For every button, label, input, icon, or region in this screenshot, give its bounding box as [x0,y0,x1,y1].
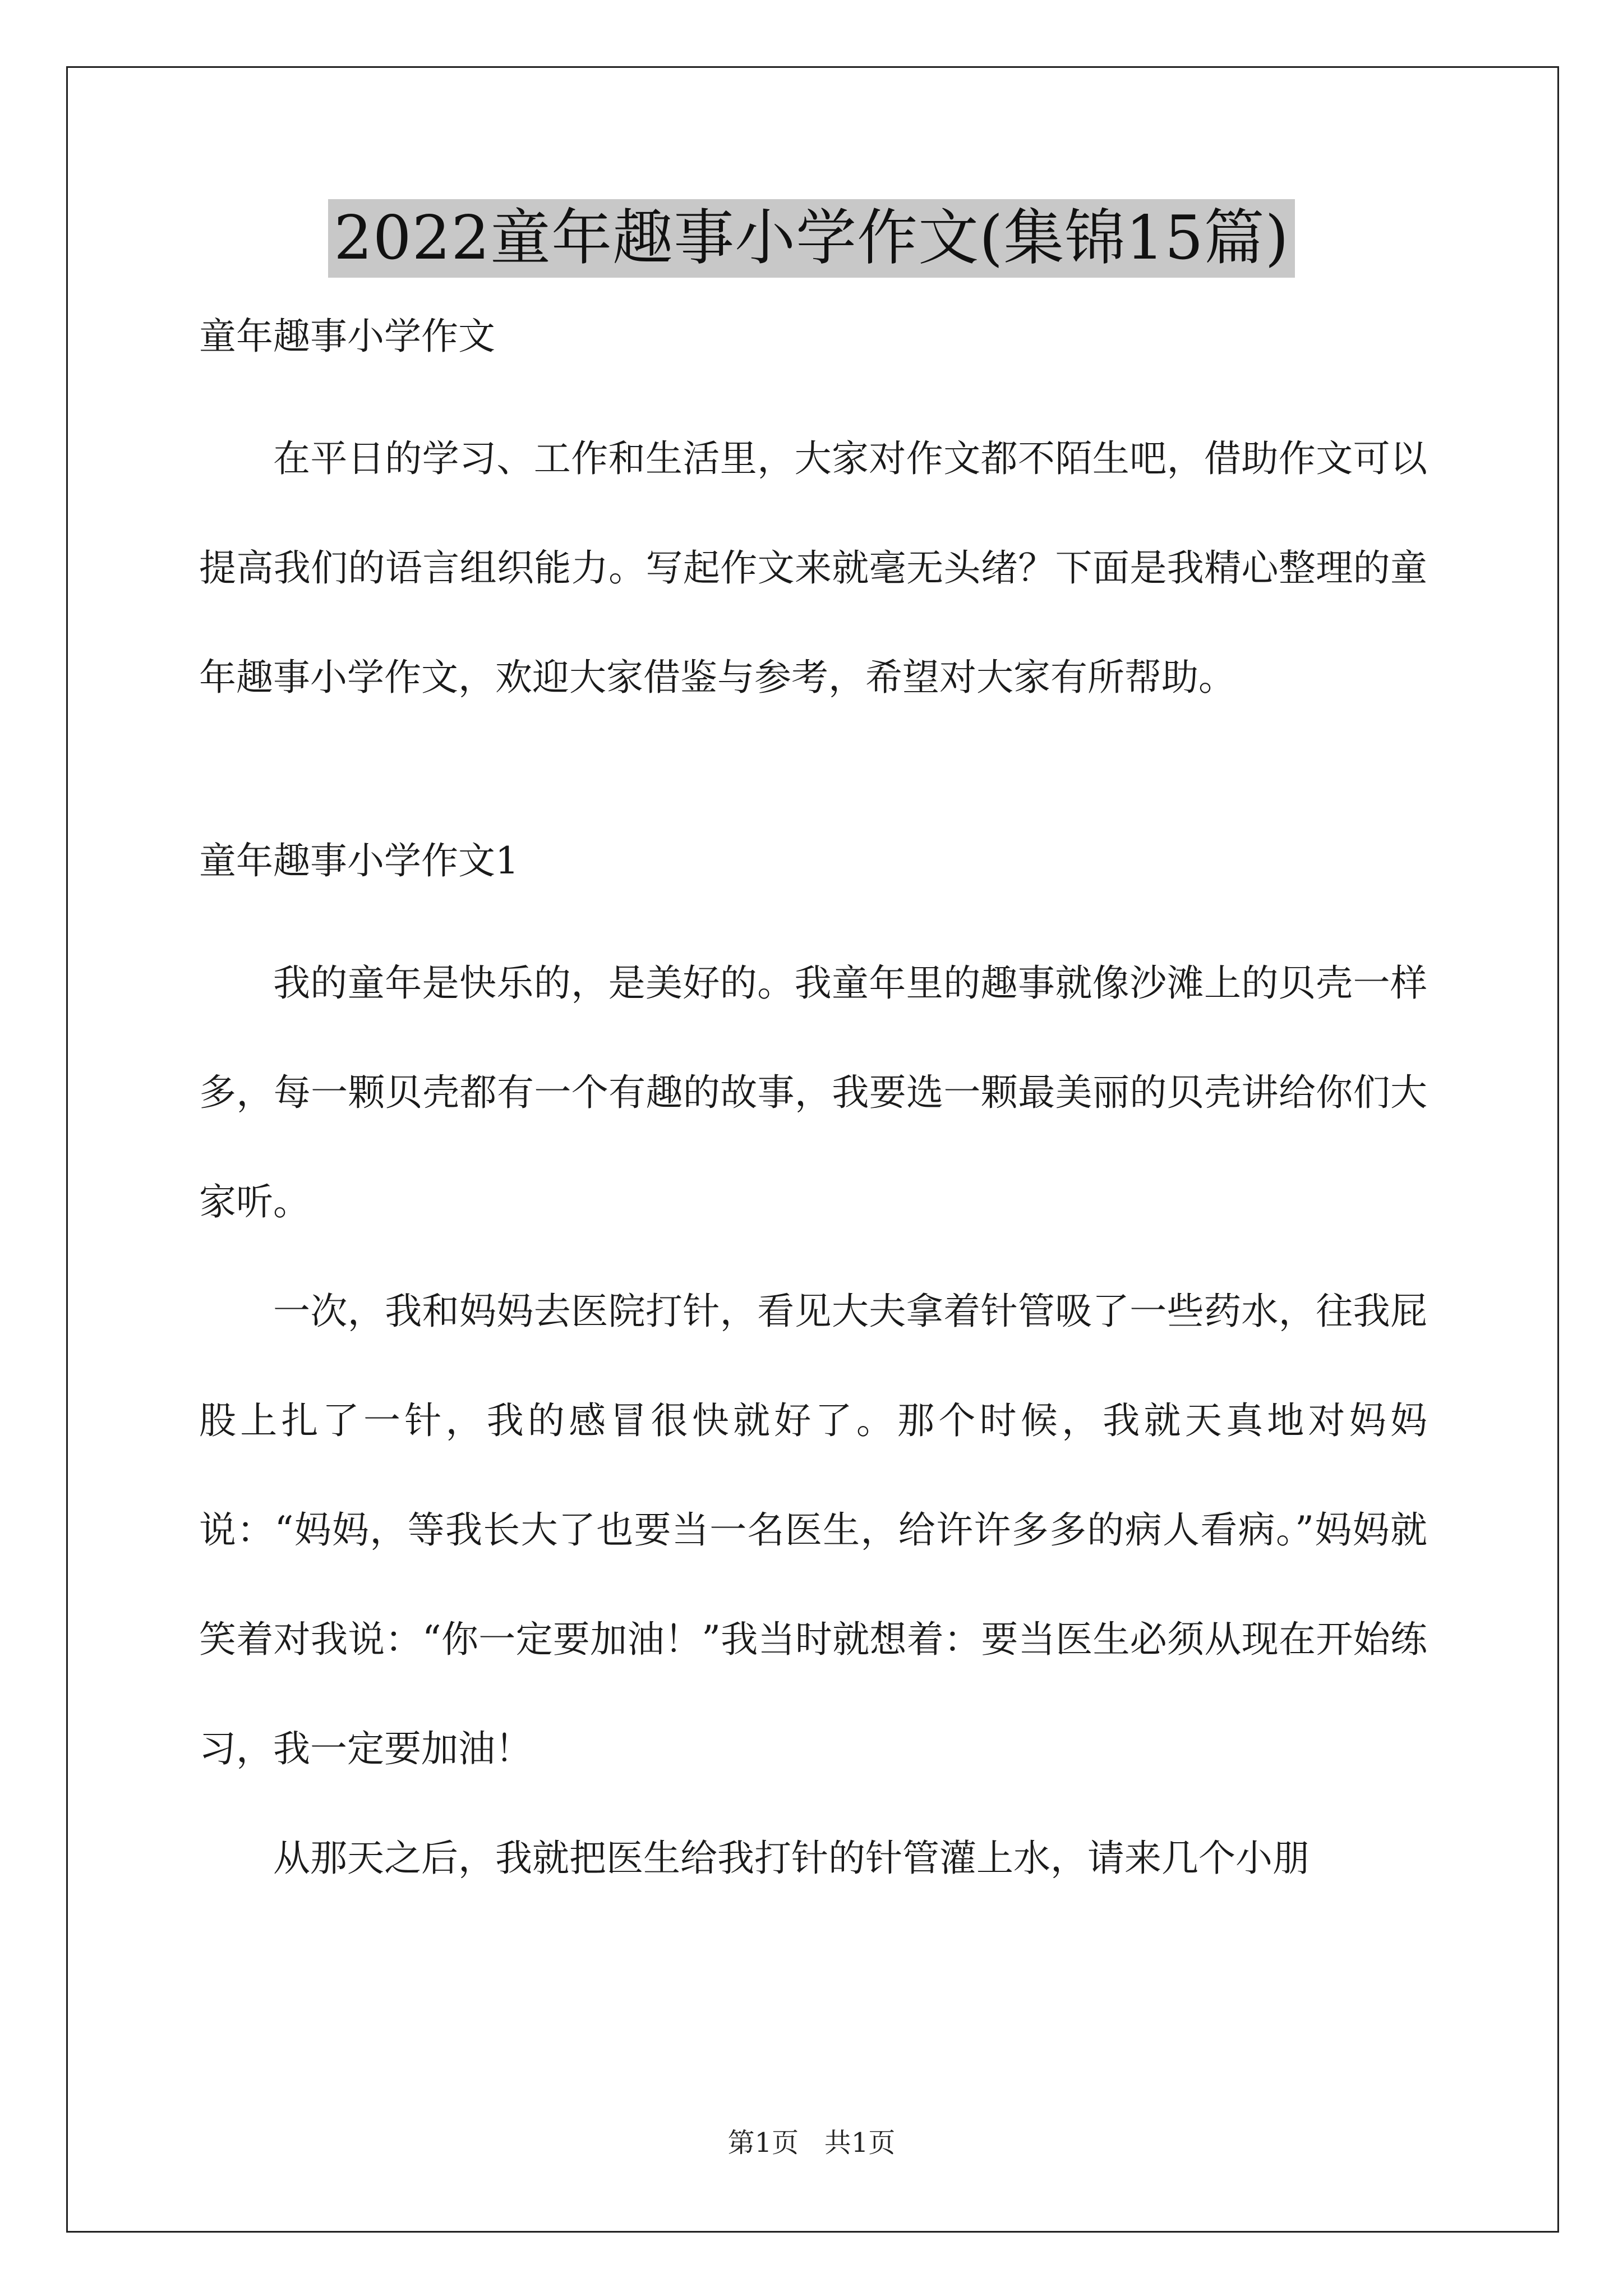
page-footer [0,2126,1623,2160]
page-total: 共1页 [824,2127,896,2159]
page-number: 第1页 [727,2127,799,2159]
document-body [199,314,1427,1913]
paragraph-1-2: 一次，我和妈妈去医院打针，看见大夫拿着针管吸了一些药水，往我屁股上扎了一针，我的感冒很快就好了。那个时候，我就天真地对妈妈说：“妈妈，等我长大了也要当一名医生，给许许多多的病人看病。”妈妈就笑着对我说：“你一定要加油！”我当时就想着：要当医生必须从现在开始练习，我一定要加油！ [199,1290,1427,1770]
document-title: 2022童年趣事小学作文(集锦15篇) [328,199,1295,278]
section-heading-intro: 童年趣事小学作文 [199,315,495,358]
section-heading-1: 童年趣事小学作文1 [199,839,519,882]
paragraph-1-1: 我的童年是快乐的，是美好的。我童年里的趣事就像沙滩上的贝壳一样多，每一颗贝壳都有一个有趣的故事，我要选一颗最美丽的贝壳讲给你们大家听。 [199,961,1427,1223]
paragraph-1-3: 从那天之后，我就把医生给我打针的针管灌上水，请来几个小朋 [273,1837,1310,1880]
title-container [0,199,1623,278]
paragraph-intro: 在平日的学习、工作和生活里，大家对作文都不陌生吧，借助作文可以提高我们的语言组织能力。写起作文来就毫无头绪？下面是我精心整理的童年趣事小学作文，欢迎大家借鉴与参考，希望对大家有所帮助。 [199,437,1427,699]
